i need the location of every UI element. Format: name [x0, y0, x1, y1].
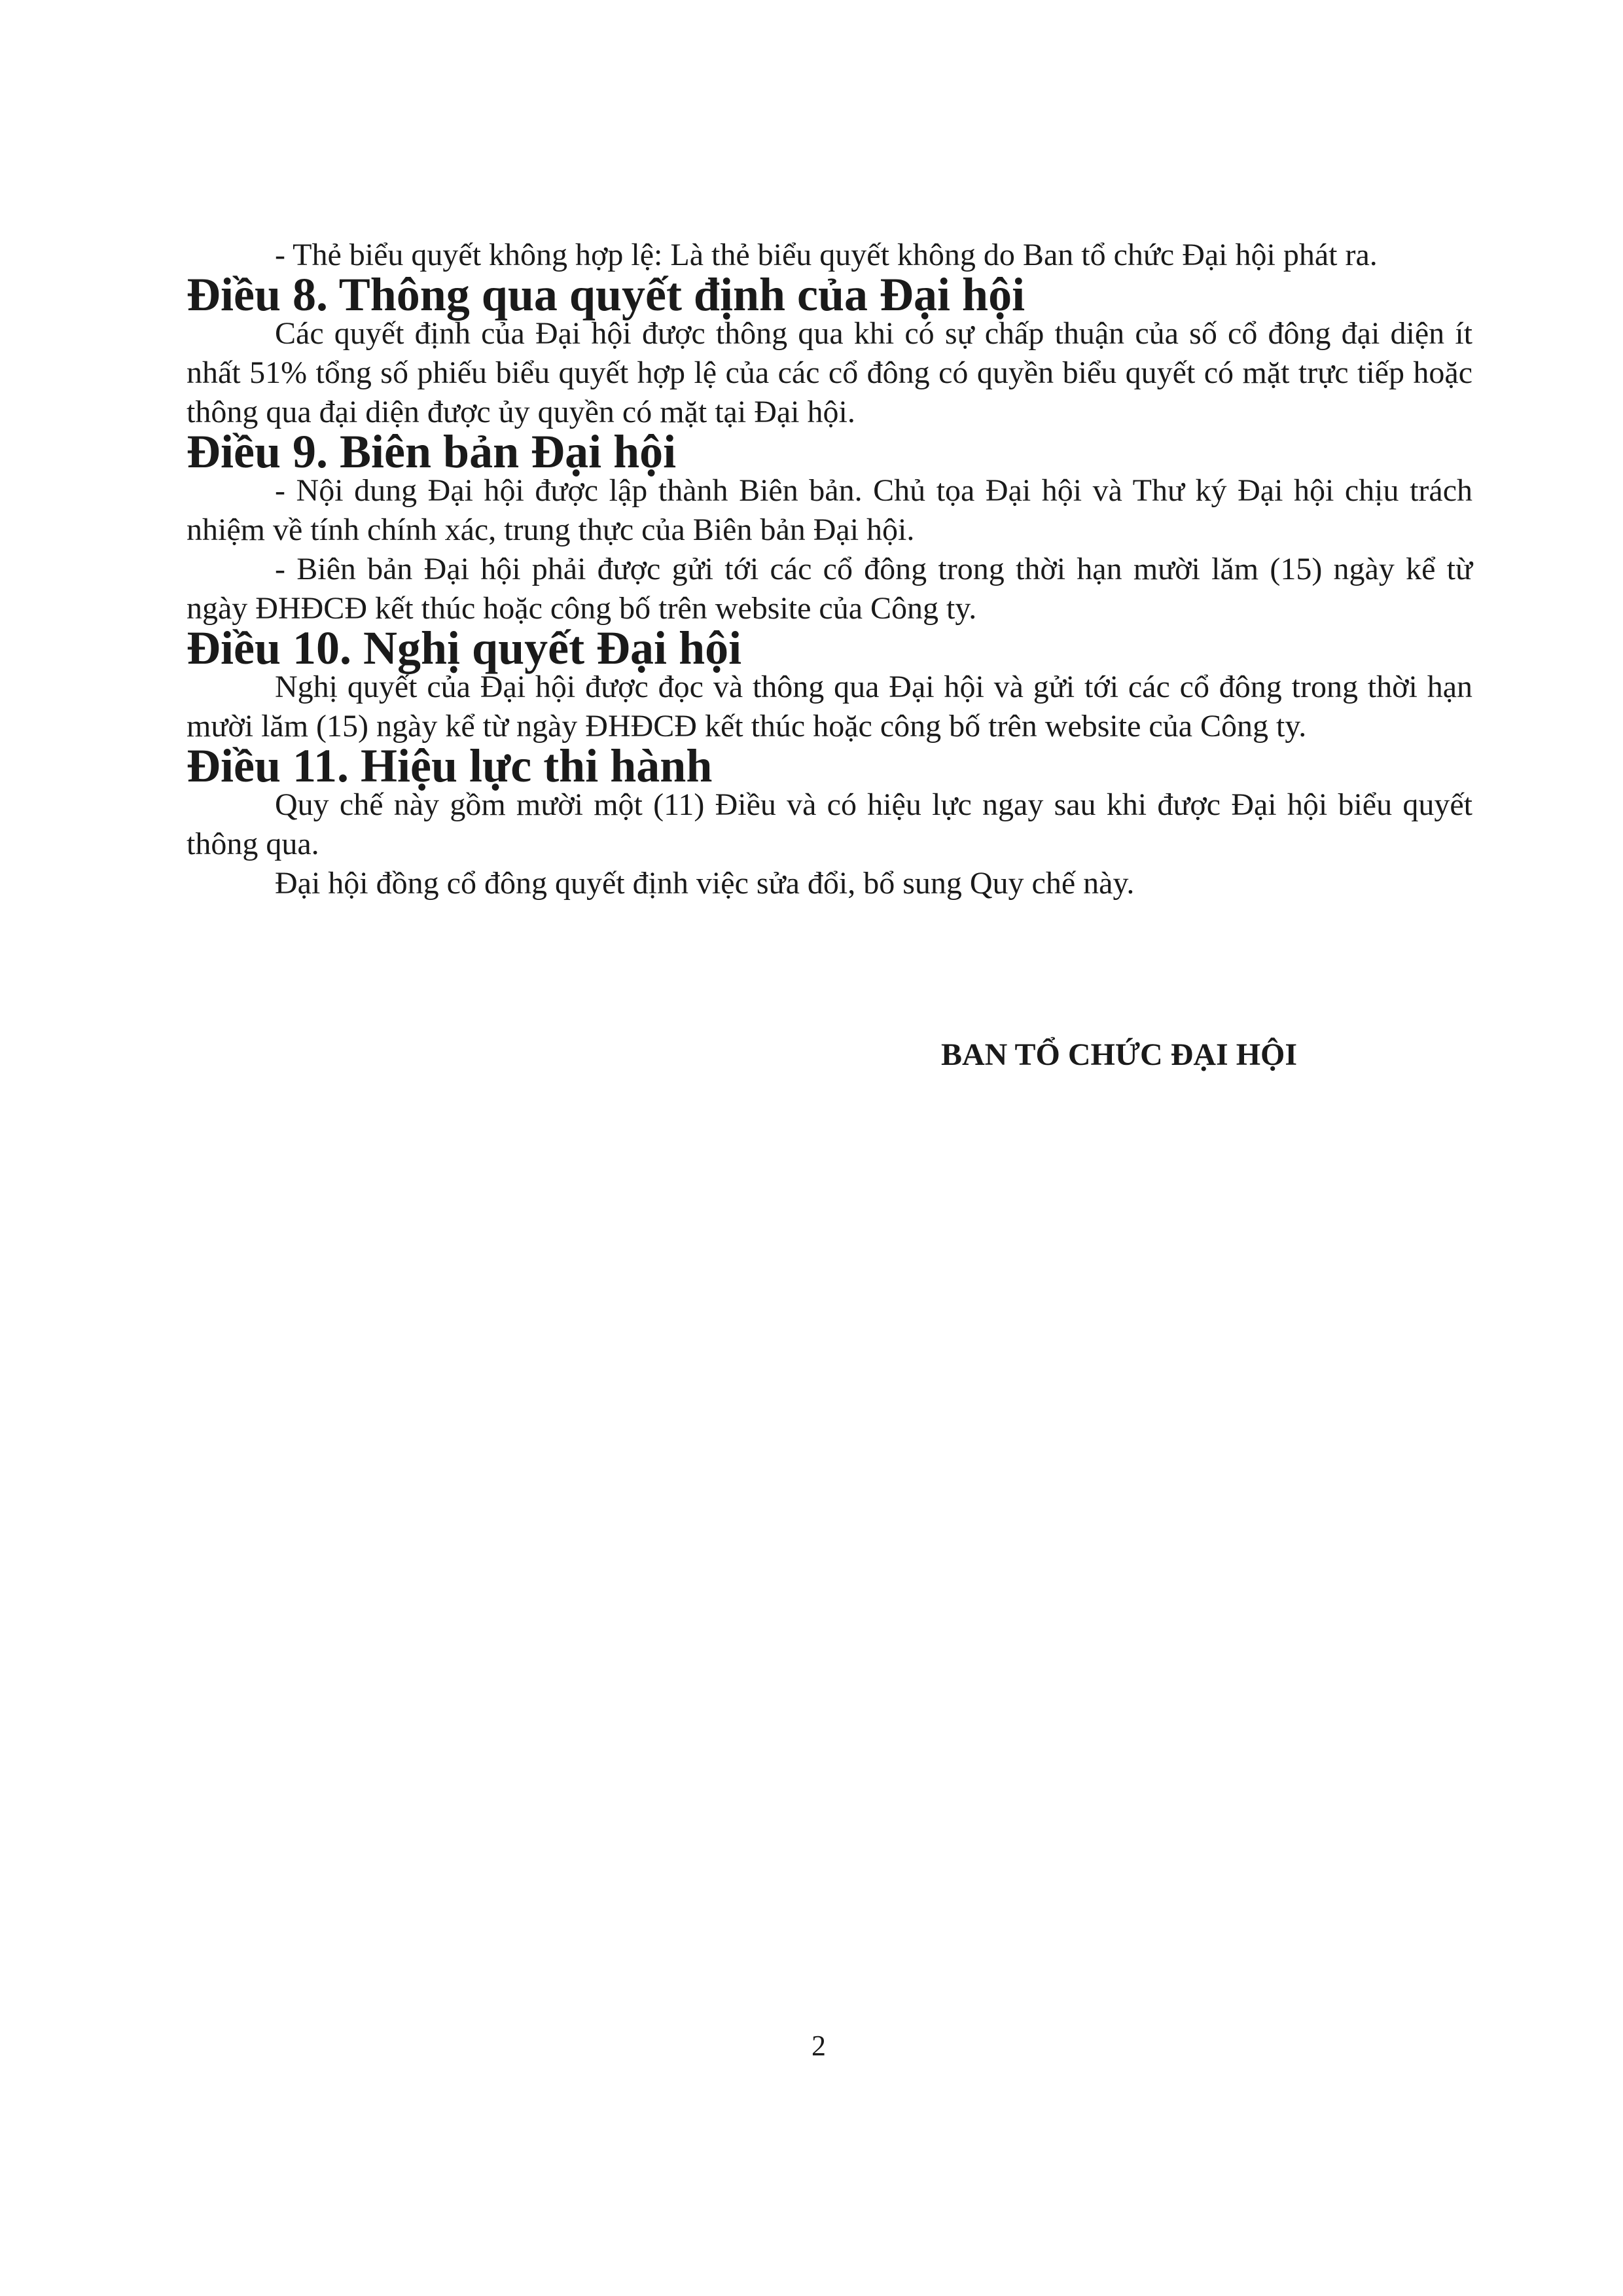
section-paragraph: Các quyết định của Đại hội được thông qua khi có sự chấp thuận của số cổ đông đại diện ít nhất 51% tổng số phiếu biểu quyết hợp lệ của các cổ đông có quyền biểu quyết có mặt trực tiếp hoặc thông qua đại diện được ủy quyền có mặt tại Đại hội.	[187, 316, 1472, 429]
page-number: 2	[812, 2030, 826, 2062]
section-paragraph: - Biên bản Đại hội phải được gửi tới các cổ đông trong thời hạn mười lăm (15) ngày kể từ ngày ĐHĐCĐ kết thúc hoặc công bố trên website của Công ty.	[187, 552, 1472, 626]
section-heading-dieu-8: Điều 8. Thông qua quyết định của Đại hội	[187, 268, 1026, 321]
intro-paragraph: - Thẻ biểu quyết không hợp lệ: Là thẻ biểu quyết không do Ban tổ chức Đại hội phát ra.	[275, 238, 1378, 272]
section-heading-dieu-10: Điều 10. Nghị quyết Đại hội	[187, 622, 742, 674]
section-paragraph: Nghị quyết của Đại hội được đọc và thông qua Đại hội và gửi tới các cổ đông trong thời hạn mười lăm (15) ngày kể từ ngày ĐHĐCĐ kết thúc hoặc công bố trên website của Công ty.	[187, 670, 1472, 744]
section-paragraph: Đại hội đồng cổ đông quyết định việc sửa đổi, bổ sung Quy chế này.	[275, 866, 1135, 901]
section-paragraph: Quy chế này gồm mười một (11) Điều và có hiệu lực ngay sau khi được Đại hội biểu quyết thông qua.	[187, 787, 1472, 861]
section-paragraph: - Nội dung Đại hội được lập thành Biên bản. Chủ tọa Đại hội và Thư ký Đại hội chịu trách nhiệm về tính chính xác, trung thực của Biên bản Đại hội.	[187, 473, 1472, 547]
signature-block: BAN TỔ CHỨC ĐẠI HỘI	[941, 1037, 1298, 1072]
section-heading-dieu-11: Điều 11. Hiệu lực thi hành	[187, 740, 713, 792]
document-body	[187, 236, 1472, 903]
section-heading-dieu-9: Điều 9. Biên bản Đại hội	[187, 425, 677, 478]
